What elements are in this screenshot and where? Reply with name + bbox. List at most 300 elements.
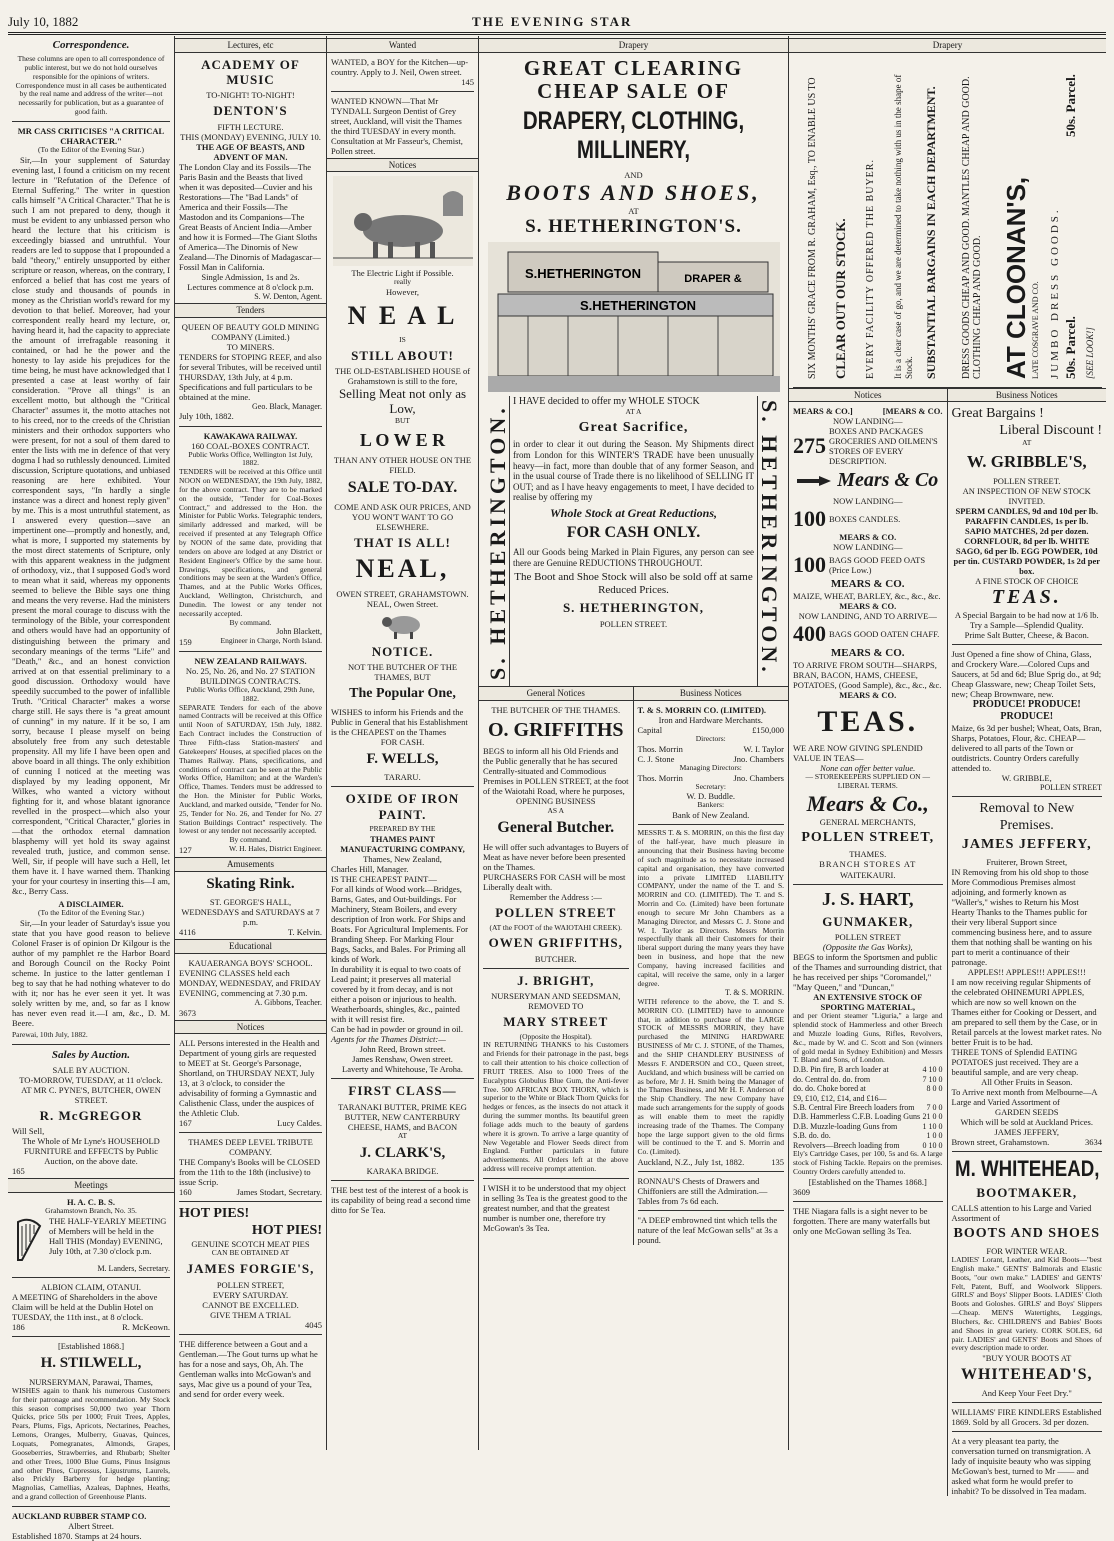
is-label: IS <box>399 334 406 344</box>
niagara-quip: THE Niagara falls is a sight never to be forgotten. There are many waterfalls but only one McGowan selling 3s Tea. <box>793 1205 931 1236</box>
candles: BOXES CANDLES. <box>829 513 901 524</box>
forgie-trial: GIVE THEM A TRIAL <box>210 1309 291 1320</box>
wells-tararu: TARARU. <box>384 772 421 783</box>
directors-label: Directors: <box>695 733 726 743</box>
qob-sign: Geo. Black, Manager. <box>252 402 322 412</box>
tdl-title: THAMES DEEP LEVEL TRIBUTE COMPANY. <box>188 1137 313 1158</box>
capital-label: Capital <box>637 724 663 735</box>
embrowned-quip: "A DEEP embrowned tint which tells the nature of the leaf McGowan sells" at 3s a pound. <box>637 1215 778 1246</box>
tenders-header: Tenders <box>175 303 326 318</box>
paint-weatherboards: Weatherboards, shingles, &c., painted with it will resist fire. <box>331 1004 460 1025</box>
gun-price-value: 8 0 0 <box>926 1084 943 1094</box>
storekeepers: — STOREKEEPERS SUPPLIED ON — LIBERAL TERMS. <box>805 772 930 791</box>
griffiths-name: O. GRIFFITHS <box>487 718 624 741</box>
director-1a: Thos. Morrin <box>637 743 683 754</box>
mears-pollen: POLLEN STREET, <box>801 829 935 845</box>
cloonan-line-7b: LATE COSGRAVE AND CO. <box>1031 280 1040 379</box>
oats: BAGS GOOD FEED OATS (Price Low.) <box>829 554 926 575</box>
teas-gribble: TEAS. <box>991 586 1062 609</box>
general-notices-header: General Notices <box>479 686 633 701</box>
whitehead-calls: CALLS attention to his Large and Varied Assortment of <box>951 1203 1092 1224</box>
shop-sign-top: S.HETHERINGTON <box>524 266 641 282</box>
hot-pies-1: HOT PIES! <box>179 1206 250 1222</box>
apples-heading: APPLES!! APPLES!!! APPLES!!! <box>967 966 1086 977</box>
disclaimer-to: (To the Editor of the Evening Star.) <box>38 907 144 917</box>
than-any: THAN ANY OTHER HOUSE ON THE FIELD. <box>333 454 472 475</box>
gun-price-row <box>793 1122 943 1131</box>
cloonan-line-4: It is a clear case of go, and we are determined to take nothing with us in the shape of Stock. <box>893 74 914 379</box>
director-2b: Jno. Chambers <box>733 753 784 764</box>
gribble-sign: W. GRIBBLE, <box>1001 772 1052 783</box>
however-label: However, <box>386 287 419 298</box>
boxes-groceries: BOXES AND PACKAGES GROCERIES AND OILMEN'S STORES OF EVERY DESCRIPTION. <box>829 426 938 467</box>
tdl-number: 160 <box>179 1187 192 1198</box>
gribble-address: POLLEN STREET. <box>993 476 1061 487</box>
lecture-admission: Single Admission, 1s and 2s. <box>201 271 300 282</box>
to-miners: TO MINERS. <box>226 341 275 352</box>
morrin-sign: T. & S. MORRIN. <box>725 988 784 998</box>
gun-price-item: D.B. Muzzle-loading Guns from <box>793 1121 898 1131</box>
skating-hall: ST. GEORGE'S HALL, <box>209 897 292 908</box>
manager-1a: Thos. Morrin <box>637 772 683 783</box>
mears-top-right: [MEARS & CO. <box>882 406 943 417</box>
side-banner-right: S. HETHERINGTON. <box>757 400 782 676</box>
wells-body: WISHES to inform his Friends and the Public in General that his Establishment is the CHEAPEST on the Thames <box>331 706 468 737</box>
prepared-by: PREPARED BY THE <box>369 824 436 834</box>
qob-title: QUEEN OF BEAUTY GOLD MINING COMPANY (Limited.) <box>181 321 320 342</box>
griffiths-offer: He will offer such advantages to Buyers of Meat as have never before been presented on the Thames. <box>483 842 629 873</box>
pies-body: GENUINE SCOTCH MEAT PIES <box>191 1239 310 1250</box>
qob-date: July 10th, 1882. <box>179 411 234 422</box>
great-clearing: GREAT CLEARING CHEAP SALE OF <box>523 55 744 103</box>
lecture-body: The London Clay and its Fossils—The Paris Basin and the Beasts that lived when it was deposited—Cuvier and his Restorations—The "Bad Lands" of America and their Fossils—The Mastodon and its Companions—The Great Beasts of Ancient India—Amber and how it is Formed—The Giant Sloths of America—The Dinornis of New Zealand—The Dinornis of Madagascar—Fossil Man in California. <box>179 161 321 272</box>
butcher-of: THE BUTCHER OF THE THAMES. <box>491 704 621 715</box>
hart-number: 3609 <box>793 1186 810 1197</box>
cloonan-line-6: DRESS GOODS CHEAP AND GOOD. MANTLES CHEAP AND GOOD. CLOTHING CHEAP AND GOOD. <box>961 75 983 379</box>
meetings-header: Meetings <box>8 1178 174 1193</box>
produce-heading: PRODUCE! PRODUCE! PRODUCE! <box>972 699 1081 722</box>
tpm-name: THAMES PAINT MANUFACTURING COMPANY, <box>340 833 465 854</box>
lectures-header: Lectures, etc <box>175 38 326 53</box>
liberal-discount: Liberal Discount ! <box>999 422 1102 438</box>
paint-cheapest: IS THE CHEAPEST PAINT— <box>331 874 437 885</box>
kawakawa-by: By command. <box>229 617 272 627</box>
albion-title: ALBION CLAIM, OTANUI. <box>41 1282 141 1293</box>
mears-1: MEARS & CO. <box>839 531 897 542</box>
academy-title: ACADEMY OF MUSIC <box>201 56 300 87</box>
hacbs-title: H. A. C. B. S. <box>67 1196 115 1207</box>
gun-price-value: 4 10 0 <box>922 1065 943 1075</box>
boots-and-shoes-wh: BOOTS AND SHOES <box>953 1226 1100 1242</box>
wanted-boy-number: 145 <box>461 76 474 87</box>
hart-opposite: (Opposite the Gas Works), <box>822 942 913 953</box>
skating-sign: T. Kelvin. <box>287 927 322 938</box>
forgie-name: JAMES FORGIE'S, <box>186 1261 315 1277</box>
denton-name: DENTON'S <box>213 103 288 119</box>
auction-number: 165 <box>12 1166 25 1177</box>
first-class: FIRST CLASS— <box>348 1083 457 1099</box>
mears-big: Mears & Co., <box>806 790 929 816</box>
but-label: BUT <box>395 415 410 425</box>
general-merchants: GENERAL MERCHANTS, <box>819 816 916 827</box>
cloonan-line-7: AT CLOONAN'S, <box>1001 176 1031 379</box>
oxide-title: OXIDE OF IRON PAINT. <box>345 791 460 822</box>
nzr-title: NEW ZEALAND RAILWAYS. <box>194 655 307 666</box>
hart-established: [Established on the Thames 1868.] <box>808 1176 927 1187</box>
cloonan-line-5: SUBSTANTIAL BARGAINS IN EACH DEPARTMENT. <box>924 85 938 379</box>
nzr-number: 127 <box>179 845 192 856</box>
clark-address: KARAKA BRIDGE. <box>366 1166 439 1177</box>
business-notices <box>634 686 789 1245</box>
as-a-label: AS A <box>547 805 564 815</box>
drapery-header-5: Drapery <box>789 38 1106 53</box>
shopfront-illustration <box>488 242 780 392</box>
gribble-at: AT <box>1022 438 1032 448</box>
gun-price-row <box>793 1065 943 1074</box>
nzr-body: SEPARATE Tenders for each of the above named Contracts will be received at this Office until Noon of SATURDAY, 15th July, 1882. Each Contract includes the Construction of Three Fifth-class Station-masters' and Gatekeepers' Houses, at specified places on the Thames Railway. Plans, specifications, and conditions of contract can be seen at the Public Works Office, Hamilton; and at the Warden's Office, Thames. Tenders must be addressed to the Hon. the Minister for Public Works, Auckland, and marked outside, "Tender for No. 25, Tender for No. 26, and Tender for No. 27 Station Buildings Contract" respectively. The lowest or any tender not necessarily accepted. <box>179 702 322 836</box>
pointing-hand-icon <box>797 474 833 488</box>
neal-address: OWEN STREET, GRAHAMSTOWN. <box>336 588 469 599</box>
kawakawa-title: KAWAKAWA RAILWAY. <box>203 430 298 441</box>
kauaeranga-title: KAUAERANGA BOYS' SCHOOL. <box>188 958 313 969</box>
whitehead-name: M. WHITEHEAD, <box>954 1156 1099 1182</box>
sale-today: SALE TO-DAY. <box>347 478 458 496</box>
waitekauri: WAITEKAURI. <box>840 869 896 880</box>
cloonan-line-8: JUMBO DRESS GOODS. <box>1049 206 1061 379</box>
mears-2: MEARS & CO. <box>830 577 905 590</box>
nzr-by: By command. <box>229 835 272 845</box>
really-label: really <box>393 277 412 287</box>
neal-owen: NEAL, Owen Street. <box>366 598 439 609</box>
director-1b: W. I. Taylor <box>743 743 784 754</box>
nzr-sub: No. 25, No. 26, and No. 27 STATION BUILDINGS CONTRACTS. <box>185 665 316 686</box>
notice-title: NOTICE. <box>371 643 434 659</box>
forgie-number: 4045 <box>305 1319 322 1330</box>
qty-100-oats: 100 <box>793 551 826 577</box>
selling-meat: Selling Meat not only as Low, <box>338 386 467 417</box>
paint-agent-3: Laverty and Whitehouse, Te Aroha. <box>342 1064 463 1075</box>
boots-and-shoes: BOOTS AND SHOES, <box>506 179 761 205</box>
winter-wear: FOR WINTER WEAR. <box>986 1245 1068 1256</box>
taranaki-items: TARANAKI BUTTER, PRIME KEG BUTTER, NEW CANTERBURY CHEESE, HAMS, and BACON <box>338 1101 467 1132</box>
mears-4: MEARS & CO. <box>830 646 905 659</box>
skating-number: 4116 <box>179 927 196 938</box>
prime-butter: Prime Salt Butter, Cheese, & Bacon. <box>964 629 1089 640</box>
qty-275: 275 <box>793 433 826 459</box>
shop-sign-draper: DRAPER & <box>683 273 742 286</box>
lecture-date: THIS (MONDAY) EVENING, JULY 10. <box>180 131 321 142</box>
amusements-header: Amusements <box>175 857 326 872</box>
tpm-manager: Charles Hill, Manager. <box>331 864 409 875</box>
kauaeranga-sign: A. Gibbons, Teacher. <box>254 998 322 1008</box>
tdl-body: THE Company's Books will be CLOSED from the 11th to the 18th (inclusive) to issue Scrip. <box>179 1157 321 1188</box>
qob-body: TENDERS for STOPING REEF, and also for several Tributes, will be received until THURSDAY, 13th July, at 4 p.m. Specifications and full particulars to be obtained at the mine. <box>179 351 322 403</box>
gun-price-row <box>793 1103 943 1112</box>
that-is-all: THAT IS ALL! <box>354 534 451 550</box>
now-landing-1: NOW LANDING— <box>833 416 903 427</box>
gout-joke: THE difference between a Gout and a Gentleman.—The Gout turns up what he has for a nose and says, Oh, Ah. The Gentleman walks into McGowan's and says, Mac give us a pound of your Tea, and send for order every week. <box>179 1338 318 1399</box>
notices-header-3: Notices <box>327 158 478 173</box>
fine-stock: A FINE STOCK OF CHOICE <box>975 576 1079 587</box>
great-bargains: Great Bargains ! <box>951 406 1044 422</box>
inspection: AN INSPECTION OF NEW STOCK INVITED. <box>962 486 1091 507</box>
mears-logo: Mears & Co <box>837 469 939 492</box>
gun-price-value: 0 10 0 <box>922 1140 943 1150</box>
director-2a: C. J. Stone <box>637 753 675 764</box>
chaff: BAGS GOOD OATEN CHAFF. <box>829 628 940 639</box>
plain-figures: All our Goods being Marked in Plain Figures, any person can see there are Genuine REDUCTIONS THROUGHOUT. <box>513 547 754 568</box>
pies-can: CAN BE OBTAINED AT <box>211 1248 290 1258</box>
gun-price-value: 21 0 0 <box>922 1112 943 1122</box>
keep-feet-dry: And Keep Your Feet Dry." <box>981 1388 1072 1399</box>
kawakawa-number: 159 <box>179 636 192 647</box>
bright-body: IN RETURNING THANKS to his Customers and Friends for their patronage in the past, begs to call their attention to his choice collection of FRUIT TREES. Also to 1000 Trees of the Eucalyptus Globulus Blue Gum, the Anti-fever Tree. 500 AFRICAN BOX THORN, which is superior to the White or Black Thorn Quicks for hedges or fences, as the insects do not attack it during the summer months. Its beautiful green foliage adds much to the beauty of gardens where it is grown. To arrive a large quantity of New Vegetable and Flower Seeds direct from England. Further particulars in future advertisements. All Orders left at the above address will receive prompt attention. <box>483 1040 629 1174</box>
hacbs-branch: Grahamstown Branch, No. 35. <box>45 1205 137 1215</box>
popular-one: The Popular One, <box>349 686 456 702</box>
hot-pies-2: HOT PIES! <box>251 1222 322 1238</box>
teas-body: WE ARE NOW GIVING SPLENDID VALUE IN TEAS— <box>793 743 923 764</box>
gym-number: 167 <box>179 1118 192 1129</box>
electric-light: The Electric Light if Possible. <box>351 268 454 279</box>
secretary-label: Secretary: <box>695 781 726 791</box>
kawakawa-body: TENDERS will be received at this Office until NOON on WEDNESDAY, the 19th July, 1882, for the above contract. They are to be marked on the outside, "Tender for Coal-Boxes Contract," and addressed to the Hon. the Minister for Public Works. Telegraphic tenders, similarly addressed and marked, will be received if presented at any Telegraph Office by NOON of the same date, providing that tenders on above are lodged at any District or Resident Engineer's Office by the same hour. Drawings, specifications, and general conditions may be seen at the Warden's Office, Thames, and at the Public Works Offices, Auckland, Wellington, Christchurch, and Dunedin. The lowest or any tender not necessarily accepted. <box>179 467 322 618</box>
gun-price-item: S.B. Central Fire Breech loaders from <box>793 1103 915 1113</box>
apples-body: I am now receiving regular Shipments of the celebrated OHINEMURI APPLES, which are now so well known on the Thames either for Cooking or Dessert, and am prepared to sell them by the Case, or in Retail parcels at the lowest market rates. No better Fruit is to be had. <box>951 976 1102 1047</box>
paint-agent-2: James Renshaw, Owen street. <box>352 1054 453 1065</box>
gribble-sign-address: POLLEN STREET <box>1040 782 1102 792</box>
forgie-when: EVERY SATURDAY. <box>212 1289 289 1300</box>
wanted-header: Wanted <box>327 38 478 53</box>
disclaimer-body: Sir,—In your leader of Saturday's issue you state that you have good reason to believe Colonel Fraser is of opinion Dr Kilgour is the author of my pamphlet re the Harbor Board and Borough Council on the Rocky Point scheme. In justice to the latter gentleman I beg to say that he had nothing whatever to do with it; nor has he ever seen it yet. It was solely written by me, and, so far as I know has never even read it.—I am, &c., D. M. Beere. <box>12 917 170 1028</box>
nzr-sign: W. H. Hales, District Engineer. <box>228 844 322 854</box>
stilwell-name: H. STILWELL, <box>40 1355 142 1372</box>
harp-icon <box>12 1216 46 1264</box>
auction-title: SALE BY AUCTION. <box>52 1064 130 1075</box>
sheep-illustration <box>378 611 428 641</box>
disclaimer-title: A DISCLAIMER. <box>58 898 124 909</box>
wanted-known: WANTED KNOWN—That Mr TYNDALL Surgeon Dentist of Grey street, Auckland, will visit the Thames the third TUESDAY in every month. Consultation at Mr Fasseur's, Chemist, Pollen street. <box>331 95 463 156</box>
skating-when: WEDNESDAYS and SATURDAYS at 7 p.m. <box>181 907 320 928</box>
mears-thames: THAMES. <box>849 849 887 860</box>
general-notices <box>479 686 634 1245</box>
column-lectures-tenders <box>175 36 327 1450</box>
potatoes-tons: THREE TONS of Splendid EATING POTATOES just received. They are a beautiful sample, and are very cheap. <box>951 1047 1079 1078</box>
cloonan-line-3: EVERY FACILITY OFFERED THE BUYER. <box>865 158 876 379</box>
griffiths-body: BEGS to inform all his Old Friends and the Public generally that he has secured Centrally-situated and Commodious Premises in POLLEN STREET, at the foot of the Waiotahi Road, where he purposes, <box>483 746 629 797</box>
ronnau-notice: RONNAU'S Chests of Drawers and Chiffoniers are still the Admiration.—Tables from 7s 6d each. <box>637 1176 768 1207</box>
wells-name: F. WELLS, <box>366 750 439 767</box>
gun-price-value: 7 0 0 <box>926 1103 943 1113</box>
bankers-label: Bankers: <box>697 800 725 810</box>
pollen-street: POLLEN STREET <box>495 905 617 921</box>
jeffery-name: JAMES JEFFERY, <box>961 837 1092 853</box>
cloonan-line-1: SIX MONTHS' GRACE FROM R. GRAHAM, Esq., TO ENABLE US TO <box>807 76 818 379</box>
letter-title: MR CASS CRITICISES "A CRITICAL CHARACTER." <box>17 125 165 146</box>
decided-line: I HAVE decided to offer my WHOLE STOCK <box>513 396 700 408</box>
kawakawa-role: Engineer in Charge, North Island. <box>220 635 322 645</box>
cash-only: FOR CASH ONLY. <box>566 524 701 542</box>
hetherington-address: POLLEN STREET. <box>599 618 668 629</box>
cloonan-line-2: CLEAR OUT OUR STOCK. <box>833 218 848 379</box>
gun-price-item: do. do. Choke bored at <box>793 1084 866 1094</box>
great-sacrifice: Great Sacrifice, <box>578 419 689 435</box>
gribble-name: W. GRIBBLE'S, <box>966 452 1087 472</box>
mears-notices <box>789 388 948 1497</box>
general-butcher: General Butcher. <box>497 819 615 837</box>
gribble-list: SPERM CANDLES, 9d and 10d per lb. PARAFFIN CANDLES, 1s per lb. SAPIO MATCHES, 2d per dozen. CORNFLOUR, 8d per lb. WHITE SAGO, 6d per lb. EGG POWDER, 10d per tin. CUSTARD POWDER, 1s 2d per box. <box>953 506 1101 577</box>
bootmaker: BOOTMAKER, <box>976 1185 1078 1201</box>
wanted-boy: WANTED, a BOY for the Kitchen—up-country. Apply to J. Neil, Owen street. <box>331 56 469 77</box>
stamp-address: Albert Street. <box>68 1520 114 1531</box>
mears-3: MEARS & CO. <box>839 600 897 611</box>
morrin-date: Auckland, N.Z., July 1st, 1882. <box>637 1157 745 1168</box>
lecture-title: THE AGE OF BEASTS, AND ADVENT OF MAN. <box>196 141 305 162</box>
hetherington-name: S. HETHERINGTON'S. <box>525 215 742 237</box>
albion-number: 186 <box>12 1322 25 1333</box>
lower-label: L O W E R <box>359 429 446 450</box>
auctioneer-name: R. McGREGOR <box>39 1107 143 1123</box>
mcgowan-tea: I WISH it to be understood that my object in selling 3s Tea is the greatest good to the greatest number, and that the greatest number is number one, therefore try McGowan's 3s Tea. <box>483 1183 628 1234</box>
purchasers: PURCHASERS FOR CASH will be most Liberally dealt with. <box>483 872 626 893</box>
arrive-south: TO ARRIVE FROM SOUTH—SHARPS, BRAN, BACON, HAMS, CHEESE, POTATOES, (Good Sample), &c., &c., &c. <box>793 659 942 690</box>
gun-price-list <box>793 1065 943 1150</box>
neal-name: NEAL, <box>355 554 450 584</box>
jeffery-number: 3634 <box>1085 1137 1102 1148</box>
old-established: THE OLD-ESTABLISHED HOUSE of Grahamstown is still to the fore, <box>334 366 471 387</box>
gun-price-row <box>793 1094 943 1103</box>
jeffery-sign: JAMES JEFFERY, <box>994 1127 1060 1138</box>
albion-body: A MEETING of Shareholders in the above Claim will be held at the Dublin Hotel on TUESDAY, the 11th inst., at 8 o'clock. <box>12 1292 158 1323</box>
gribble-jeffery-whitehead <box>948 388 1107 1497</box>
albion-sign: R. McKeown. <box>122 1322 170 1333</box>
stamp-title: AUCKLAND RUBBER STAMP CO. <box>12 1510 147 1521</box>
lecture-agent: S. W. Denton, Agent. <box>254 291 322 301</box>
mary-street: MARY STREET <box>503 1014 609 1030</box>
fifth-lecture: FIFTH LECTURE. <box>217 121 284 132</box>
buy-your-boots: "BUY YOUR BOOTS AT <box>982 1353 1072 1364</box>
cattle-illustration <box>333 176 473 266</box>
gun-price-value: 1 10 0 <box>922 1121 943 1131</box>
owen-griffiths: OWEN GRIFFITHS, <box>488 935 623 951</box>
branch-stores: BRANCH STORES AT <box>819 859 917 870</box>
tdl-sign: James Stodart, Secretary. <box>236 1187 322 1198</box>
stilwell-sub: NURSERYMAN, Parawai, Thames, <box>29 1376 153 1387</box>
seeds-prices: Which will be sold at Auckland Prices. <box>960 1117 1093 1128</box>
notices-header: Notices <box>175 1020 326 1035</box>
auction-body: The Whole of Mr Lyne's HOUSEHOLD FURNITURE and EFFECTS by Public Auction, on the above date. <box>22 1136 160 1167</box>
hart-body: BEGS to inform the Sportsmen and public of the Thames and surrounding district, that he has received per ships "Coromandel," "May Queen," and "Duncan," <box>793 952 942 993</box>
to-arrive: To Arrive next month from Melbourne—A Large and Varied Assortment of <box>951 1087 1098 1108</box>
clark-name: J. CLARK'S, <box>359 1144 446 1161</box>
hacbs-sign: M. Landers, Secretary. <box>97 1263 170 1273</box>
produce-body: Maize, 6s 3d per bushel; Wheat, Oats, Bran, Sharps, Potatoes, Flour, &c. CHEAP—delivered to all parts of the Town or outdistricts. Country Orders carefully attended to. <box>951 722 1102 773</box>
column-drapery-business <box>789 36 1106 1497</box>
foot-of-creek: (AT the FOOT of the WAIOTAHI CREEK). <box>489 922 622 932</box>
gunmaker: GUNMAKER, <box>822 913 914 929</box>
fruiterer: Fruiterer, Brown Street, <box>986 856 1068 867</box>
gym-body: ALL Persons interested in the Health and Department of young girls are requested to MEET at St. George's Parsonage, Shortland, on THURSDAY NEXT, July 13, at 3 o'clock, to consider the advisability of forming a Gymnastic and Calisthenic Class, under the auspices of the Athletic Club. <box>179 1038 320 1119</box>
gun-price-row <box>793 1075 943 1084</box>
paint-agents: Agents for the Thames District:— <box>331 1034 446 1045</box>
paint-durability: In durability it is equal to two coats of Lead paint; it preserves all material covered by it from decay, and is not either a poison or injurious to health. <box>331 964 461 1005</box>
hart-more: and per Orient steamer "Liguria," a large and splendid stock of Hammerless and other Breech and Muzzle loading Guns, Rifles, Revolvers, &c., made by W. and C. Scott and Son (winners of gold medal in Sydney Exhibition) and Messrs T. Bland and Sons, of London. <box>793 1011 943 1065</box>
mears-top-left: MEARS & CO.] <box>793 406 853 417</box>
gun-price-value: 1 0 0 <box>926 1131 943 1141</box>
auction-where: AT MR C. PYNE'S, BUTCHER, OWEN STREET. <box>21 1084 161 1105</box>
jeffery-body: IN Removing from his old shop to those More Commodious Premises almost adjoining, and formerly known as "Waller's," wishes to Return his Most Hearty Thanks to the Thames public for their very liberal Support since commencing business here, and to assure them that nothing shall be wanting on his part to merit a continuance of their patronage. <box>951 866 1092 967</box>
gym-sign: Lucy Caldes. <box>277 1118 322 1129</box>
stilwell-established: [Established 1868.] <box>57 1341 125 1352</box>
auction-will: Will Sell, <box>12 1126 45 1137</box>
now-landing-3: NOW LANDING— <box>833 541 903 552</box>
fire-kindlers: WILLIAMS' FIRE KINDLERS Established 1869. Sold by all Grocers. 3d per dozen. <box>951 1407 1102 1428</box>
morrin-title: T. & S. MORRIN CO. (LIMITED). <box>637 704 767 715</box>
skating-title: Skating Rink. <box>206 875 295 892</box>
bright-sub: NURSERYMAN AND SEEDSMAN, REMOVED TO <box>491 991 621 1012</box>
teas-heading: TEAS. <box>817 704 919 738</box>
disclaimer-date: Parewai, 10th July, 1882. <box>12 1029 88 1039</box>
manager-1b: Jno. Chambers <box>733 772 784 783</box>
kawakawa-sign: John Blackett, <box>276 627 322 637</box>
cloonan-line-9: 50s. Parcel. <box>1063 73 1078 137</box>
paint-uses: For all kinds of Wood work—Bridges, Barns, Gates, and Out-buildings. For Machinery, Steam Boilers, and every description of Iron work. For Ships and Boats. For Agricultural Implements. For Branding Sheep. For Marking Flour Bags, Sacks, and Bales. For Priming all kinds of Work. <box>331 884 468 965</box>
at-a-label: AT A <box>625 406 642 416</box>
boot-stock: The Boot and Shoe Stock will also be sold off at same Reduced Prices. <box>514 571 753 597</box>
not-butcher: NOT THE BUTCHER OF THE THAMES, BUT <box>347 662 458 683</box>
garden-seeds: GARDEN SEEDS <box>994 1107 1059 1118</box>
qty-400: 400 <box>793 620 826 646</box>
sacrifice-body: in order to clear it out during the Season. My Shipments direct from London for this WINTER'S TRADE have been unusually heavy—in fact, more than double that of any former Season, and in the usual course of Trade there is no likelihood of SELLING IT OUT; and as I have heavy engagements to meet, I have decided to realise by offering my <box>513 439 754 503</box>
business-notices-header-5: Business Notices <box>948 388 1107 403</box>
issue-date: July 10, 1882 <box>8 14 79 29</box>
qty-100-candles: 100 <box>793 505 826 531</box>
now-landing-arrive: NOW LANDING, AND TO ARRIVE— <box>798 610 937 621</box>
section-auction: Sales by Auction. <box>51 1048 131 1061</box>
morrin-sub: Iron and Hardware Merchants. <box>658 714 763 725</box>
nzr-office: Public Works Office, Auckland, 29th June, 1882. <box>186 684 315 703</box>
gun-price-row <box>793 1131 943 1140</box>
tea-bargain: A Special Bargain to be had now at 1/6 lb. Try a Sample—Splendid Quality. <box>954 609 1099 630</box>
column-correspondence <box>8 36 175 1541</box>
hart-tail: Ely's Cartridge Cases, per 100, 5s and 6s. A large stock of Fishing Tackle. Repairs on the premises. Country Orders carefully attended to. <box>793 1149 943 1176</box>
morrin-reference: WITH reference to the above, the T. and S. MORRIN CO. (LIMITED) have to announce that, in addition to purchase of the LARGE STOCK of MESSRS MORRIN, they have purchased the MINING HARDWARE BUSINESS of Mr C. J. STONE, of the Thames, and the SHIP CHANDLERY BUSINESS of Messrs F. ANDERSON and CO., Queen street, Auckland, and which business will be carried on as before, Mr J. H. Smith being the Manager of the Thames Business, and Mr H. F. Anderson of the Ship Chandlery. The new Company have made such arrangements for the supply of goods as will enable them to meet the rapidly increasing trade of the Thames. The Company hope the large support given to the old firms will be continued to the T. and S. Morrin and Co. (Limited). <box>637 996 784 1157</box>
gun-price-item: D.B. Hammerless C.F.B. Loading Guns <box>793 1112 921 1122</box>
kawakawa-office: Public Works Office, Wellington 1st July, 1882. <box>188 449 313 468</box>
still-about: STILL ABOUT! <box>351 347 454 363</box>
whitehead-list: LADIES' Lorant, Leather, and Kid Boots—"best English make." GENTS' Balmorals and Elastic Boots, "our own make." LADIES' and GENTS' Felt, Patent, Buff, and Woolwork Slippers. GIRLS' and Boys' Slipper Boots. LADIES' Cloth Boots and Goloshes. GIRLS' and Boys' Slippers—Cheap. MEN'S Watertights, Leggings, Bluchers, &c. CHILDREN'S and Babies' Boots and Shoes in great variety. CORK SOLES, 6d pair. LADIES' and GENTS' Boots and Shoes of every description made to order. <box>951 1255 1102 1353</box>
for-cash: FOR CASH. <box>380 736 425 747</box>
morrin-number: 135 <box>771 1157 784 1168</box>
bank-name: Bank of New Zealand. <box>672 810 750 821</box>
come-ask: COME AND ASK OUR PRICES, AND <box>334 501 471 512</box>
butcher-label: BUTCHER. <box>534 953 577 964</box>
bright-name: J. BRIGHT, <box>517 972 595 988</box>
gun-price-item: do. Central do. do. from <box>793 1074 871 1084</box>
gun-price-item: S.B. do. do. <box>793 1131 831 1141</box>
kauaeranga-body: EVENING CLASSES held each MONDAY, WEDNESDAY, and FRIDAY EVENING, commencing at 7.30 p.m. <box>179 968 321 999</box>
tonight-label: TO-NIGHT! TO-NIGHT! <box>206 90 295 101</box>
at-label: AT <box>628 205 639 216</box>
gun-price-item: D.B. Pin fire, B arch loader at <box>793 1065 889 1075</box>
letter-to: (To the Editor of the Evening Star.) <box>38 144 144 154</box>
gun-price-row <box>793 1084 943 1093</box>
maize-line: MAIZE, WHEAT, BARLEY, &c., &c., &c. <box>793 590 941 601</box>
kauaeranga-number: 3673 <box>179 1007 196 1018</box>
column-drapery-hetherington <box>479 36 789 1450</box>
gun-price-item: Revolvers—Breech loading from <box>793 1140 900 1150</box>
paint-agent-1: John Reed, Brown street. <box>359 1044 446 1055</box>
lecture-commence: Lectures commence at 8 o'clock p.m. <box>187 281 314 292</box>
